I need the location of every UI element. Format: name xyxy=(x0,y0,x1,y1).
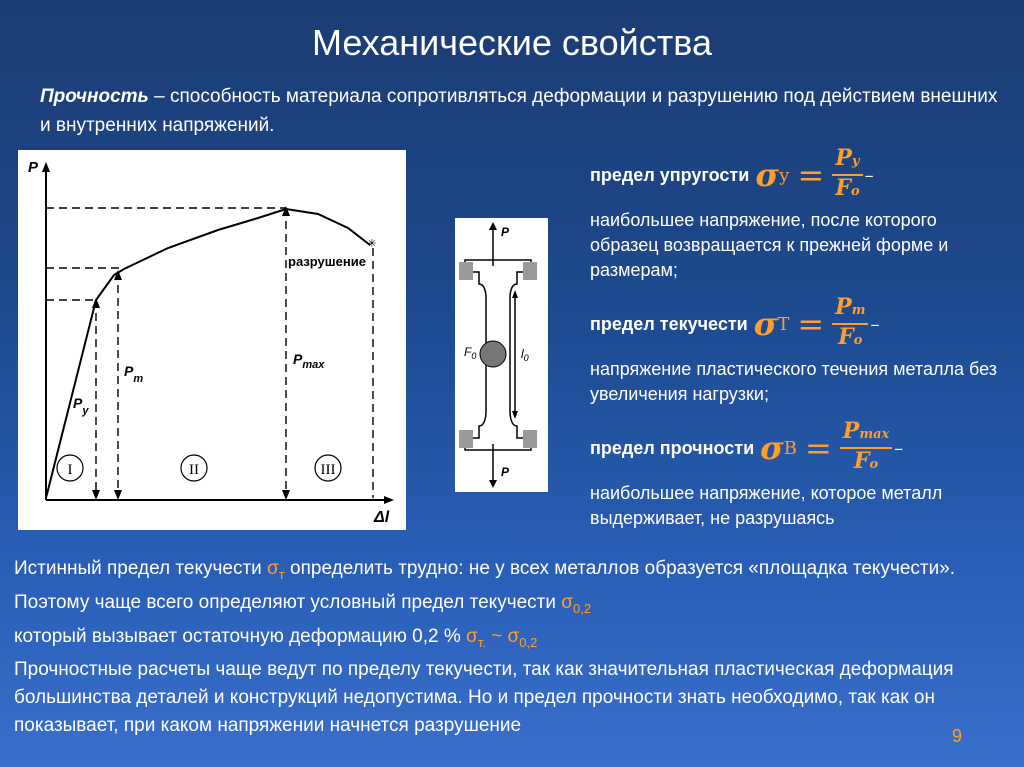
svg-text:F0 xyxy=(464,345,476,361)
pmax-label: P xyxy=(293,351,303,367)
sigma-symbol: σ xyxy=(760,428,784,467)
sigma-subscript: Т xyxy=(777,313,790,335)
intro-term: Прочность xyxy=(40,86,149,107)
bottom-text xyxy=(14,555,1014,740)
property-description: напряжение пластического течения металла без увеличения нагрузки; xyxy=(590,359,997,404)
svg-text:✳: ✳ xyxy=(367,237,377,250)
intro-text: – способность материала сопротивляться деформации и разрушению под действием внешних и внутренних напряжений. xyxy=(40,86,998,136)
sigma-symbol: σ xyxy=(267,558,279,579)
property-description: наибольшее напряжение, после которого образец возвращается к прежней форме и размерам; xyxy=(590,210,949,280)
specimen-svg xyxy=(455,218,548,492)
numerator-subscript: у xyxy=(851,154,860,169)
y-axis-label: P xyxy=(28,159,39,176)
slide-title: Механические свойства xyxy=(312,22,712,63)
property-elastic-limit xyxy=(590,146,1010,283)
denominator-subscript: o xyxy=(853,333,863,348)
pt-label: P xyxy=(124,363,134,379)
text-fragment: Истинный предел текучести xyxy=(14,558,268,579)
dash: – xyxy=(894,437,904,459)
text-fragment: который вызывает остаточную деформацию 0,2 % xyxy=(14,625,467,647)
sigma-symbol: σ xyxy=(466,625,478,647)
sigma-symbol: σ xyxy=(561,591,573,613)
region-3: III xyxy=(320,462,336,478)
curve xyxy=(46,209,370,498)
bottom-paragraph-2: Прочностные расчеты чаще ведут по пределу текучести, так как значительная пластическая деформация большинства деталей и конструкций недопустима. Но и предел прочности знать необходимо, так как он показывает, при каком напряжении начнется разрушение xyxy=(14,659,954,737)
dash: – xyxy=(870,313,880,335)
properties-list xyxy=(590,146,1010,543)
property-yield-strength xyxy=(590,295,1010,407)
fraction-numerator: P xyxy=(835,145,852,171)
x-axis-label: Δl xyxy=(374,509,390,526)
specimen-diagram xyxy=(455,218,548,492)
pt-sub: т xyxy=(133,373,144,385)
bottom-load-label: P xyxy=(501,465,510,479)
rupture-label: разрушение xyxy=(288,254,366,269)
fraction-denominator: F xyxy=(853,448,870,474)
length-label: l xyxy=(521,347,524,361)
denominator-subscript: o xyxy=(850,184,860,199)
graph-svg xyxy=(18,150,406,530)
text-fragment: определить трудно: не у всех металлов образуется «площадка текучести». Поэтому чаще всего определяют условный предел текучести xyxy=(14,558,956,613)
sigma-yield xyxy=(267,558,285,582)
sigma-subscript: т. xyxy=(477,634,486,650)
pmax-sub: max xyxy=(302,359,325,371)
numerator-subscript: т xyxy=(851,303,866,318)
property-name: предел текучести xyxy=(590,313,748,334)
region-1: I xyxy=(67,462,73,478)
sigma-subscript: 0,2 xyxy=(573,600,592,616)
fraction-numerator: P xyxy=(842,418,860,444)
fraction-denominator: F xyxy=(838,324,854,350)
area-sub: 0 xyxy=(471,351,477,361)
bottom-paragraph-1 xyxy=(14,555,1014,656)
length-sub: 0 xyxy=(523,353,529,363)
numerator-subscript: max xyxy=(859,427,890,442)
equals-sign: = xyxy=(797,304,825,343)
tilde: ~ xyxy=(485,625,508,647)
dash: – xyxy=(864,164,874,186)
top-load-label: P xyxy=(501,225,510,239)
sigma-symbol: σ xyxy=(753,304,778,343)
property-name: предел прочности xyxy=(590,437,755,458)
area-label: F xyxy=(464,345,472,359)
region-2: II xyxy=(189,462,199,478)
property-description: наибольшее напряжение, которое металл выдерживает, не разрушаясь xyxy=(590,483,943,528)
py-label: P xyxy=(73,395,83,411)
sigma-symbol: σ xyxy=(507,625,520,647)
property-name: предел упругости xyxy=(590,164,750,185)
sigma-subscript: т xyxy=(278,566,285,582)
sigma-subscript: у xyxy=(778,164,790,186)
fraction-denominator: F xyxy=(835,175,851,201)
denominator-subscript: o xyxy=(869,457,879,472)
py-sub: у xyxy=(82,405,89,417)
sigma-subscript: В xyxy=(783,437,797,459)
stress-strain-graph xyxy=(18,150,406,530)
intro-paragraph xyxy=(40,82,1000,140)
svg-text:l0 xyxy=(521,347,529,363)
sigma-subscript: 0,2 xyxy=(519,634,538,650)
sigma-symbol: σ xyxy=(755,155,779,194)
equals-sign: = xyxy=(797,155,825,194)
equals-sign: = xyxy=(804,428,832,467)
page-number: 9 xyxy=(951,726,962,746)
svg-text:Pу xyxy=(73,395,89,417)
svg-text:Pmax xyxy=(293,351,325,371)
fraction-numerator: P xyxy=(835,294,852,320)
svg-text:Pт xyxy=(124,363,143,385)
property-tensile-strength xyxy=(590,419,1010,531)
